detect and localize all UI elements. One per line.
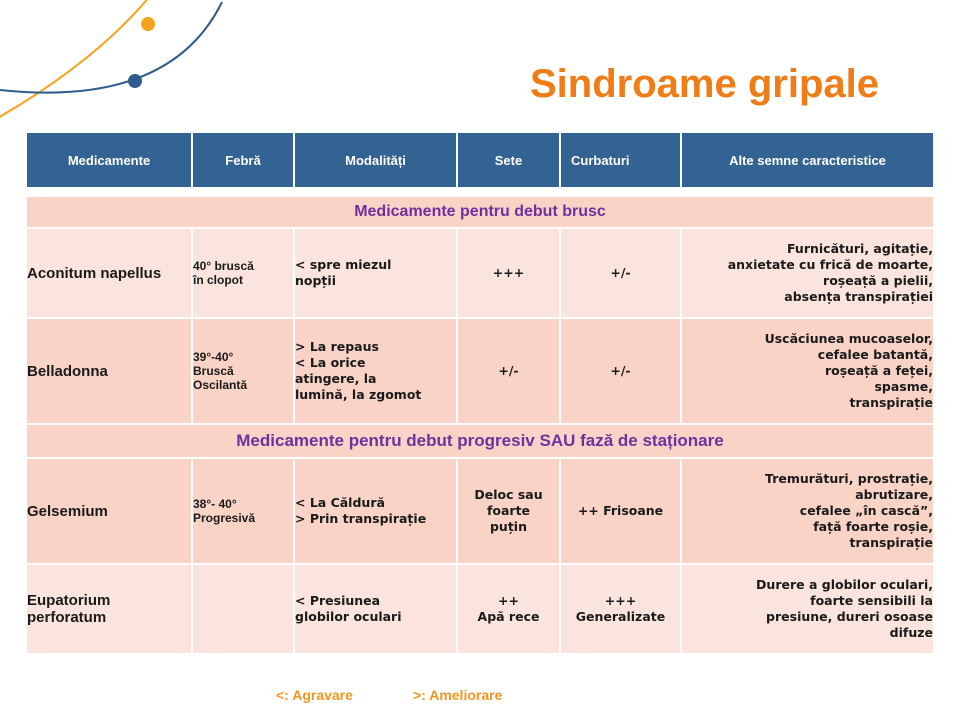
cell-aches: +/-	[560, 228, 681, 318]
header-row	[26, 132, 934, 188]
blue-arc	[0, 2, 222, 93]
cell-name: Eupatorium perforatum	[26, 564, 192, 654]
orange-arc	[0, 0, 155, 128]
page-title: Sindroame gripale	[530, 62, 879, 106]
header-alte-semne: Alte semne caracteristice	[681, 132, 934, 188]
cell-fever: 39°-40° Bruscă Oscilantă	[192, 318, 294, 424]
cell-aches: +++ Generalizate	[560, 564, 681, 654]
cell-fever: 38°- 40° Progresivă	[192, 458, 294, 564]
cell-modalities: < Presiunea globilor oculari	[294, 564, 457, 654]
cell-modalities: > La repaus < La orice atingere, la lumină, la zgomot	[294, 318, 457, 424]
header-medicamente: Medicamente	[26, 132, 192, 188]
cell-fever	[192, 564, 294, 654]
cell-other-signs: Durere a globilor oculari, foarte sensibili la presiune, dureri osoase difuze	[681, 564, 934, 654]
cell-fever: 40° bruscă în clopot	[192, 228, 294, 318]
cell-modalities: < La Căldură > Prin transpirație	[294, 458, 457, 564]
orange-dot	[141, 17, 155, 31]
legend-agravare: <: Agravare	[276, 687, 353, 703]
cell-name: Belladonna	[26, 318, 192, 424]
header-modalitati: Modalități	[294, 132, 457, 188]
cell-aches: ++ Frisoane	[560, 458, 681, 564]
cell-name: Gelsemium	[26, 458, 192, 564]
header-sete: Sete	[457, 132, 560, 188]
table-row-gelsemium	[26, 458, 934, 564]
cell-aches: +/-	[560, 318, 681, 424]
cell-thirst: +++	[457, 228, 560, 318]
cell-thirst: ++ Apă rece	[457, 564, 560, 654]
section-title-debut-brusc: Medicamente pentru debut brusc	[26, 196, 934, 228]
cell-other-signs: Tremurături, prostrație, abrutizare, cefalee „în cască”, față foarte roșie, transpirație	[681, 458, 934, 564]
section-title-debut-progresiv: Medicamente pentru debut progresiv SAU fază de staționare	[26, 424, 934, 458]
cell-thirst: Deloc sau foarte puțin	[457, 458, 560, 564]
cell-other-signs: Furnicături, agitație, anxietate cu frică de moarte, roșeață a pielii, absența transpirației	[681, 228, 934, 318]
cell-modalities: < spre miezul nopții	[294, 228, 457, 318]
cell-thirst: +/-	[457, 318, 560, 424]
table-row-eupatorium	[26, 564, 934, 654]
header-curbaturi: Curbaturi	[560, 132, 681, 188]
table-row-belladonna	[26, 318, 934, 424]
table-row-aconitum	[26, 228, 934, 318]
header-febra: Febră	[192, 132, 294, 188]
legend-ameliorare: >: Ameliorare	[413, 687, 503, 703]
blue-dot	[128, 74, 142, 88]
remedies-table	[25, 131, 935, 655]
cell-name: Aconitum napellus	[26, 228, 192, 318]
cell-other-signs: Uscăciunea mucoaselor, cefalee batantă, roșeață a feței, spasme, transpirație	[681, 318, 934, 424]
